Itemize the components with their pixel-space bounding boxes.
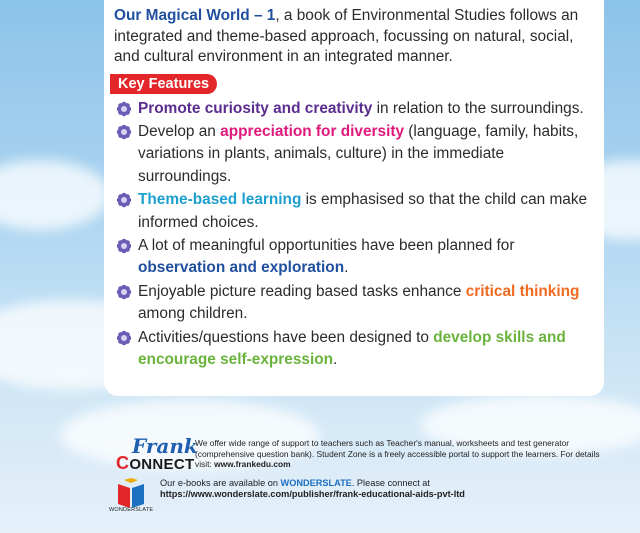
intro-text: , a book of Environmental Studies follows an integrated and theme-based approach, focussing on natural, social, and cultural environment in an integrated manner. bbox=[114, 7, 579, 65]
wonderslate-logo-icon bbox=[114, 478, 148, 510]
flower-bullet-icon bbox=[116, 238, 132, 254]
feature-item bbox=[114, 327, 594, 372]
feature-text: among children. bbox=[138, 305, 248, 323]
feature-highlight: Theme-based learning bbox=[138, 191, 302, 209]
feature-text: Develop an bbox=[138, 122, 221, 140]
feature-text: Enjoyable picture reading based tasks enhance bbox=[138, 282, 466, 300]
feature-text: in relation to the surroundings. bbox=[372, 99, 584, 117]
feature-text: Activities/questions have been designed to bbox=[138, 328, 434, 346]
feature-item bbox=[114, 121, 594, 188]
feature-highlight: Promote curiosity and creativity bbox=[138, 99, 373, 117]
feature-highlight: observation and exploration bbox=[138, 259, 345, 277]
frankedu-link[interactable]: www.frankedu.com bbox=[214, 459, 291, 470]
wonderslate-logo-label: WONDERSLATE bbox=[109, 507, 154, 513]
frank-connect-text: We offer wide range of support to teachers such as Teacher's manual, worksheets and test generator (comprehensive question bank). Student Zone is a freely accessible portal to support the learners. For details visit: www.frankedu.com bbox=[195, 438, 600, 470]
feature-text: is emphasised so that the child can make informed choices. bbox=[138, 191, 588, 231]
connect-logo-word: CONNECT bbox=[116, 453, 195, 473]
wonderslate-text: Our e-books are available on WONDERSLATE. Please connect at https://www.wonderslate.com/publisher/frank-educational-aids-pvt-ltd bbox=[160, 478, 465, 499]
feature-text: . bbox=[344, 259, 349, 277]
feature-item bbox=[114, 98, 594, 120]
flower-bullet-icon bbox=[116, 192, 132, 208]
feature-item bbox=[114, 235, 594, 280]
frank-connect-logo bbox=[112, 434, 198, 474]
feature-item bbox=[114, 281, 594, 326]
key-features-heading: Key Features bbox=[110, 74, 217, 94]
flower-bullet-icon bbox=[116, 330, 132, 346]
book-title: Our Magical World – 1 bbox=[114, 7, 276, 24]
feature-item bbox=[114, 189, 594, 234]
flower-bullet-icon bbox=[116, 101, 132, 117]
feature-highlight: appreciation for diversity bbox=[220, 122, 405, 140]
flower-bullet-icon bbox=[116, 284, 132, 300]
feature-text: (language, family, habits, variations in plants, animals, culture) in the immediate surroundings. bbox=[138, 122, 579, 185]
feature-highlight: develop skills and encourage self-expression bbox=[138, 328, 566, 368]
content-card bbox=[104, 0, 604, 396]
cloud-decoration bbox=[0, 160, 110, 230]
feature-list bbox=[114, 98, 594, 372]
flower-bullet-icon bbox=[116, 124, 132, 140]
wonderslate-link[interactable]: https://www.wonderslate.com/publisher/frank-educational-aids-pvt-ltd bbox=[160, 489, 465, 499]
feature-highlight: critical thinking bbox=[465, 282, 580, 300]
intro-paragraph bbox=[114, 6, 594, 68]
feature-text: . bbox=[333, 350, 338, 368]
frank-logo-word: Frank bbox=[132, 434, 198, 458]
feature-text: A lot of meaningful opportunities have been planned for bbox=[138, 236, 515, 254]
